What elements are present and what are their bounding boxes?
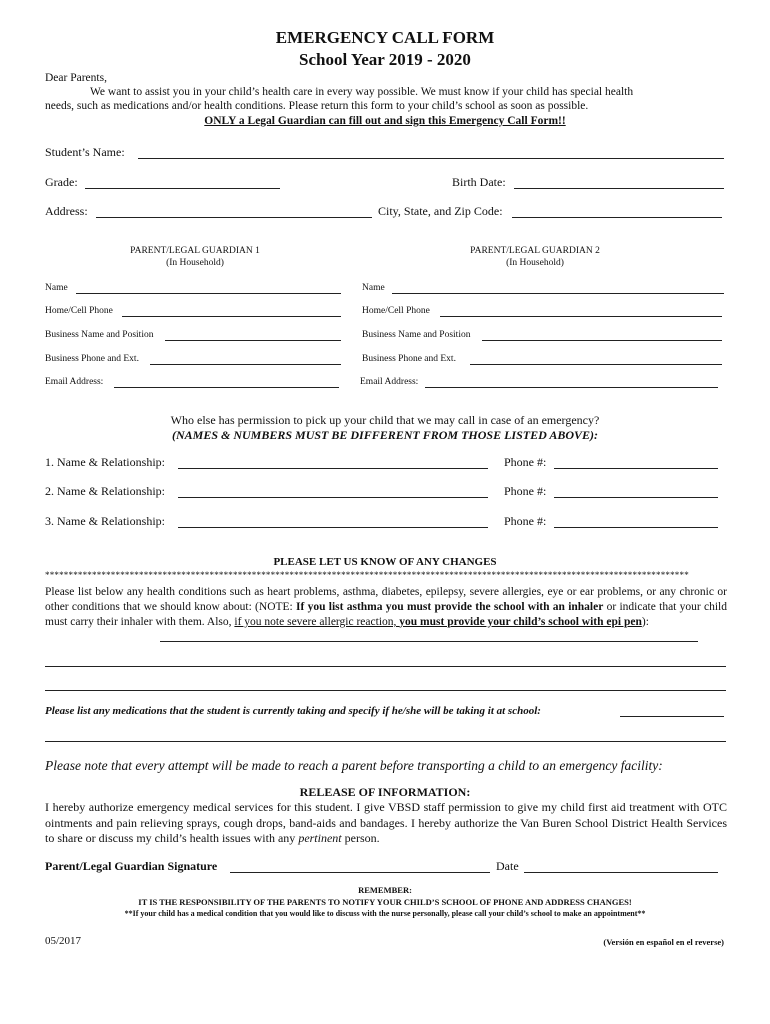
health-conditions-paragraph bbox=[45, 585, 727, 630]
remember-heading: REMEMBER: bbox=[358, 885, 412, 895]
health-conditions-field-2[interactable] bbox=[45, 666, 726, 667]
guardian-2-email-field[interactable] bbox=[425, 387, 718, 388]
guardian-2-name-label: Name bbox=[362, 283, 385, 293]
legal-guardian-notice: ONLY a Legal Guardian can fill out and sign this Emergency Call Form!! bbox=[204, 115, 566, 127]
birth-date-label: Birth Date: bbox=[452, 175, 506, 189]
guardian-1-business-field[interactable] bbox=[165, 340, 341, 341]
student-name-label: Student’s Name: bbox=[45, 145, 125, 159]
signature-field[interactable] bbox=[230, 872, 490, 873]
guardian-1-business-phone-label: Business Phone and Ext. bbox=[45, 354, 139, 364]
intro-line-1: We want to assist you in your child’s health care in every way possible. We must know if your child has special health bbox=[90, 86, 634, 98]
guardian-2-subheading: (In Household) bbox=[506, 258, 564, 268]
guardian-1-business-label: Business Name and Position bbox=[45, 330, 154, 340]
guardian-2-business-phone-field[interactable] bbox=[470, 364, 722, 365]
release-text-a: I hereby authorize emergency medical services for this student. I give VBSD staff permission to give my child first aid treatment with OTC ointments and pain relieving sprays, cough drops, band-aids and bandages. I hereby authorize the Van Buren School District Health Services to share or discuss my child’s health issues with any bbox=[45, 800, 727, 845]
nurse-note: **If your child has a medical condition that you would like to discuss with the nurse personally, please call your child’s school to make an appointment** bbox=[124, 909, 646, 918]
date-label: Date bbox=[496, 859, 519, 873]
guardian-1-phone-label: Home/Cell Phone bbox=[45, 306, 113, 316]
health-conditions-field-3[interactable] bbox=[45, 690, 726, 691]
pickup-row-3-label: 3. Name & Relationship: bbox=[45, 514, 165, 528]
guardian-2-phone-field[interactable] bbox=[440, 316, 722, 317]
student-name-field[interactable] bbox=[138, 158, 724, 159]
guardian-1-email-label: Email Address: bbox=[45, 377, 104, 387]
stars-divider: ***************************************************************************************************************************************** bbox=[45, 570, 689, 580]
release-paragraph bbox=[45, 800, 727, 847]
spanish-version-note: (Versión en español en el reverse) bbox=[603, 937, 724, 947]
responsibility-note: IT IS THE RESPONSIBILITY OF THE PARENTS TO NOTIFY YOUR CHILD’S SCHOOL OF PHONE AND ADDRESS CHANGES! bbox=[138, 897, 632, 907]
guardian-1-subheading: (In Household) bbox=[166, 258, 224, 268]
guardian-1-name-label: Name bbox=[45, 283, 68, 293]
form-version: 05/2017 bbox=[45, 935, 82, 947]
pickup-row-2-name-field[interactable] bbox=[178, 497, 488, 498]
pickup-row-3-phone-field[interactable] bbox=[554, 527, 718, 528]
school-year: School Year 2019 - 2020 bbox=[299, 50, 471, 69]
pickup-question: Who else has permission to pick up your child that we may call in case of an emergency? bbox=[170, 413, 600, 427]
pickup-row-2-label: 2. Name & Relationship: bbox=[45, 484, 165, 498]
guardian-1-heading: PARENT/LEGAL GUARDIAN 1 bbox=[130, 246, 260, 256]
guardian-1-name-field[interactable] bbox=[76, 293, 341, 294]
medications-label: Please list any medications that the student is currently taking and specify if he/she will be taking it at school: bbox=[45, 705, 541, 717]
guardian-2-heading: PARENT/LEGAL GUARDIAN 2 bbox=[470, 246, 600, 256]
health-text-epipen: you must provide your child’s school with epi pen bbox=[399, 616, 642, 628]
guardian-2-phone-label: Home/Cell Phone bbox=[362, 306, 430, 316]
pickup-row-3-phone-label: Phone #: bbox=[504, 514, 547, 528]
health-text-1: Please list below any health conditions such as heart problems, asthma, diabetes, epilepsy, severe allergies, eye or ear problems, or any chronic or other conditions that we should know about: (NOTE: bbox=[45, 586, 727, 613]
medications-field-1[interactable] bbox=[620, 716, 724, 717]
transport-note: Please note that every attempt will be made to reach a parent before transporting a child to an emergency facility: bbox=[45, 758, 663, 773]
pickup-note: (NAMES & NUMBERS MUST BE DIFFERENT FROM THOSE LISTED ABOVE): bbox=[172, 428, 598, 442]
signature-label: Parent/Legal Guardian Signature bbox=[45, 859, 218, 873]
guardian-2-business-phone-label: Business Phone and Ext. bbox=[362, 354, 456, 364]
guardian-1-business-phone-field[interactable] bbox=[150, 364, 341, 365]
health-text-allergy: if you note severe allergic reaction, bbox=[234, 616, 400, 628]
changes-heading: PLEASE LET US KNOW OF ANY CHANGES bbox=[273, 556, 497, 568]
date-field[interactable] bbox=[524, 872, 718, 873]
pickup-row-2-phone-label: Phone #: bbox=[504, 484, 547, 498]
birth-date-field[interactable] bbox=[514, 188, 724, 189]
health-conditions-field-1[interactable] bbox=[160, 641, 698, 642]
address-field[interactable] bbox=[96, 217, 372, 218]
grade-field[interactable] bbox=[85, 188, 280, 189]
pickup-row-1-phone-label: Phone #: bbox=[504, 455, 547, 469]
guardian-1-phone-field[interactable] bbox=[122, 316, 341, 317]
city-state-zip-label: City, State, and Zip Code: bbox=[378, 204, 503, 218]
health-text-end: ): bbox=[641, 616, 649, 628]
city-state-zip-field[interactable] bbox=[512, 217, 722, 218]
release-text-b: person. bbox=[341, 831, 380, 845]
guardian-2-name-field[interactable] bbox=[392, 293, 724, 294]
pickup-row-1-label: 1. Name & Relationship: bbox=[45, 455, 165, 469]
salutation: Dear Parents, bbox=[45, 72, 107, 84]
guardian-2-business-field[interactable] bbox=[482, 340, 722, 341]
guardian-2-business-label: Business Name and Position bbox=[362, 330, 471, 340]
address-label: Address: bbox=[45, 204, 88, 218]
grade-label: Grade: bbox=[45, 175, 78, 189]
health-text-inhaler: If you list asthma you must provide the school with an inhaler bbox=[296, 601, 604, 613]
medications-field-2[interactable] bbox=[45, 741, 726, 742]
health-text-2: or indicate that your child must carry their inhaler with them. Also, bbox=[45, 601, 727, 628]
pickup-row-1-name-field[interactable] bbox=[178, 468, 488, 469]
guardian-2-email-label: Email Address: bbox=[360, 377, 419, 387]
pickup-row-2-phone-field[interactable] bbox=[554, 497, 718, 498]
release-text-pertinent: pertinent bbox=[298, 831, 342, 845]
pickup-row-3-name-field[interactable] bbox=[178, 527, 488, 528]
pickup-row-1-phone-field[interactable] bbox=[554, 468, 718, 469]
guardian-1-email-field[interactable] bbox=[114, 387, 339, 388]
intro-line-2: needs, such as medications and/or health conditions. Please return this form to your child’s school as soon as possible. bbox=[45, 100, 589, 112]
form-title: EMERGENCY CALL FORM bbox=[275, 28, 495, 47]
release-heading: RELEASE OF INFORMATION: bbox=[299, 785, 471, 799]
